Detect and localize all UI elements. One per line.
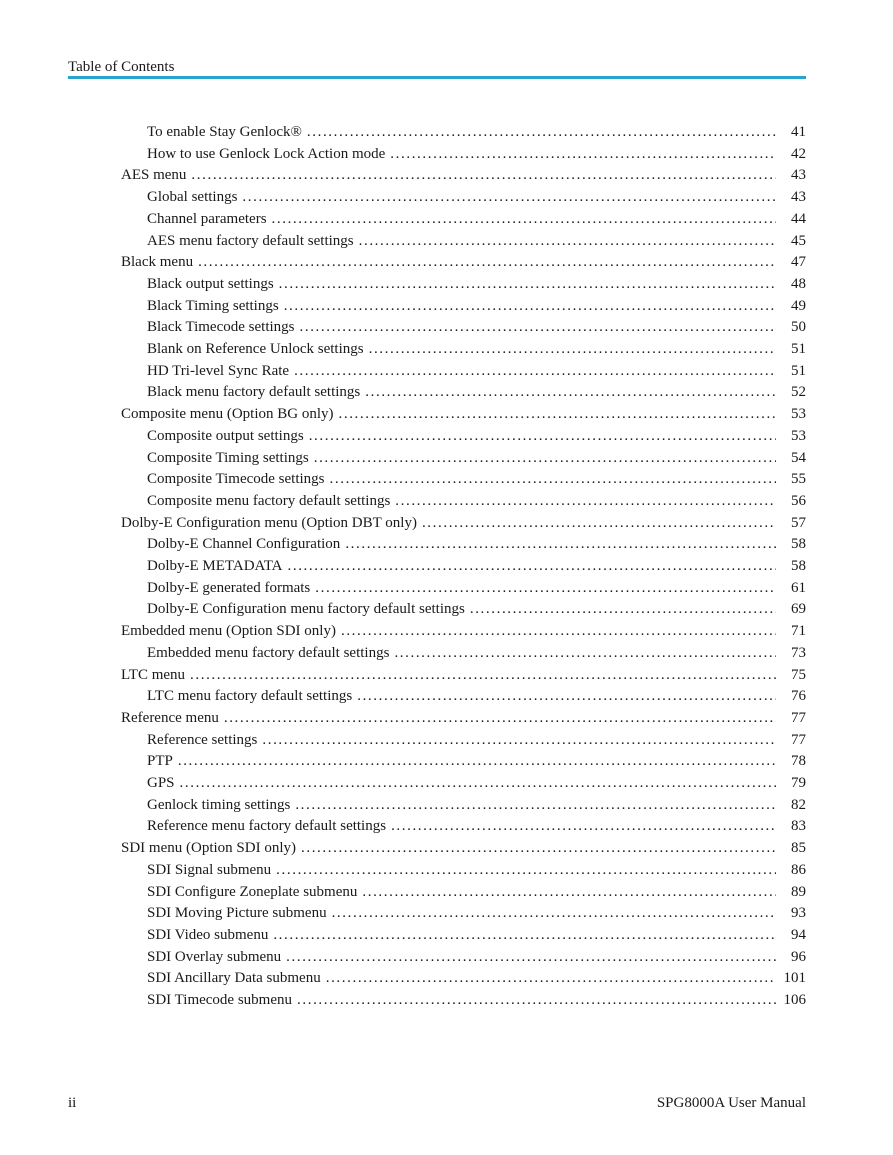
toc-dot-leader <box>365 383 776 401</box>
toc-dot-leader <box>470 600 776 618</box>
toc-dot-leader <box>276 861 776 879</box>
toc-dot-leader <box>357 687 776 705</box>
toc-entry-title: How to use Genlock Lock Action mode <box>147 145 386 162</box>
toc-entry[interactable] <box>147 770 806 792</box>
toc-dot-leader <box>279 275 776 293</box>
toc-entry-title: Composite menu (Option BG only) <box>121 406 334 423</box>
toc-entry-title: Black output settings <box>147 275 274 292</box>
toc-entry-page: 78 <box>791 753 806 770</box>
toc-entry-title: Channel parameters <box>147 210 267 227</box>
toc-entry-title: Reference menu factory default settings <box>147 818 387 835</box>
toc-dot-leader <box>191 166 776 184</box>
toc-entry-page: 56 <box>791 492 806 509</box>
toc-entry-page: 101 <box>783 970 806 987</box>
toc-entry[interactable] <box>147 748 806 770</box>
toc-entry-title: PTP <box>147 753 173 770</box>
toc-entry-title: Embedded menu (Option SDI only) <box>121 623 336 640</box>
toc-dot-leader <box>288 557 777 575</box>
toc-entry-page: 58 <box>791 536 806 553</box>
toc-entry-title: Dolby-E generated formats <box>147 579 311 596</box>
toc-entry-title: AES menu <box>121 167 187 184</box>
toc-entry-page: 53 <box>791 406 806 423</box>
toc-entry-title: Composite Timecode settings <box>147 471 325 488</box>
toc-entry[interactable] <box>121 510 806 532</box>
toc-entry[interactable] <box>147 141 806 163</box>
toc-entry[interactable] <box>147 596 806 618</box>
toc-entry[interactable] <box>147 987 806 1009</box>
toc-entry-title: Blank on Reference Unlock settings <box>147 341 364 357</box>
toc-dot-leader <box>190 666 776 684</box>
toc-dot-leader <box>284 297 776 315</box>
toc-dot-leader <box>295 796 776 814</box>
toc-dot-leader <box>345 535 776 553</box>
toc-entry[interactable] <box>147 879 806 901</box>
toc-entry-page: 47 <box>791 254 806 271</box>
toc-dot-leader <box>330 470 776 488</box>
toc-entry-title: SDI Overlay submenu <box>147 948 282 965</box>
toc-entry-page: 106 <box>783 992 806 1008</box>
toc-entry-page: 55 <box>791 471 806 488</box>
toc-entry[interactable] <box>147 531 806 553</box>
toc-dot-leader <box>309 427 776 445</box>
toc-entry-page: 71 <box>791 623 806 640</box>
toc-entry[interactable] <box>147 575 806 597</box>
toc-dot-leader <box>422 514 776 532</box>
toc-entry-title: HD Tri-level Sync Rate <box>147 362 290 379</box>
toc-dot-leader <box>262 731 776 749</box>
toc-entry[interactable] <box>147 813 806 835</box>
toc-entry-title: Global settings <box>147 189 238 206</box>
toc-entry-title: Dolby-E METADATA <box>147 558 283 574</box>
toc-entry-page: 53 <box>791 427 806 444</box>
toc-dot-leader <box>294 362 776 380</box>
toc-entry[interactable] <box>121 835 806 857</box>
toc-entry[interactable] <box>147 640 806 662</box>
toc-entry-title: Dolby-E Channel Configuration <box>147 536 341 553</box>
toc-entry[interactable] <box>147 466 806 488</box>
toc-entry-page: 48 <box>791 275 806 292</box>
toc-dot-leader <box>286 948 776 966</box>
toc-entry-page: 44 <box>791 210 806 227</box>
toc-entry-page: 57 <box>791 514 806 531</box>
toc-entry-title: AES menu factory default settings <box>147 232 354 249</box>
toc-entry[interactable] <box>147 228 806 250</box>
toc-dot-leader <box>178 752 776 770</box>
toc-entry-page: 77 <box>791 709 806 726</box>
toc-entry-title: Composite Timing settings <box>147 449 309 466</box>
toc-entry-page: 52 <box>791 384 806 401</box>
toc-entry[interactable] <box>147 727 806 749</box>
toc-entry[interactable] <box>147 358 806 380</box>
toc-dot-leader <box>198 253 776 271</box>
toc-entry-title: SDI Moving Picture submenu <box>147 905 327 922</box>
toc-entry[interactable] <box>121 162 806 184</box>
toc-entry-page: 58 <box>791 558 806 574</box>
toc-entry-page: 54 <box>791 449 806 466</box>
toc-entry-page: 43 <box>791 167 806 184</box>
toc-entry[interactable] <box>147 379 806 401</box>
toc-dot-leader <box>180 774 776 792</box>
toc-entry[interactable] <box>147 336 806 358</box>
toc-dot-leader <box>326 969 776 987</box>
toc-entry-title: SDI menu (Option SDI only) <box>121 840 296 857</box>
toc-entry-page: 75 <box>791 666 806 683</box>
toc-dot-leader <box>314 449 776 467</box>
toc-entry-page: 51 <box>791 341 806 357</box>
toc-entry-title: Embedded menu factory default settings <box>147 644 390 661</box>
toc-dot-leader <box>272 210 776 228</box>
toc-entry-page: 76 <box>791 688 806 705</box>
toc-entry[interactable] <box>121 618 806 640</box>
toc-entry-page: 49 <box>791 297 806 314</box>
toc-entry-page: 86 <box>791 861 806 878</box>
toc-entry[interactable] <box>147 206 806 228</box>
toc-entry-title: Composite menu factory default settings <box>147 492 391 509</box>
toc-entry-title: Black menu factory default settings <box>147 384 361 401</box>
toc-dot-leader <box>359 232 776 250</box>
toc-entry-title: Dolby-E Configuration menu (Option DBT only) <box>121 514 417 531</box>
toc-entry-page: 69 <box>791 601 806 618</box>
toc-entry[interactable] <box>147 423 806 445</box>
toc-entry[interactable] <box>147 792 806 814</box>
toc-dot-leader <box>224 709 776 727</box>
toc-entry-title: Reference menu <box>121 709 219 726</box>
toc-entry-page: 89 <box>791 883 806 900</box>
toc-entry-page: 94 <box>791 926 806 943</box>
toc-dot-leader <box>395 492 776 510</box>
toc-entry[interactable] <box>147 119 806 141</box>
toc-entry-title: SDI Configure Zoneplate submenu <box>147 883 358 900</box>
toc-dot-leader <box>341 622 776 640</box>
toc-dot-leader <box>394 644 776 662</box>
toc-entry[interactable] <box>147 922 806 944</box>
toc-entry-title: Dolby-E Configuration menu factory default settings <box>147 601 465 618</box>
toc-entry-title: Composite output settings <box>147 427 304 444</box>
toc-entry-page: 41 <box>791 124 806 140</box>
toc-entry-title: SDI Timecode submenu <box>147 992 293 1008</box>
toc-dot-leader <box>390 145 776 163</box>
footer-manual-title: SPG8000A User Manual <box>656 1095 806 1111</box>
toc-entry-page: 96 <box>791 948 806 965</box>
toc-dot-leader <box>307 123 776 141</box>
toc-entry-page: 79 <box>791 775 806 791</box>
toc-entry[interactable] <box>147 293 806 315</box>
header-rule <box>68 76 806 79</box>
toc-dot-leader <box>369 340 776 358</box>
toc-entry-title: To enable Stay Genlock® <box>147 124 302 140</box>
toc-entry[interactable] <box>147 445 806 467</box>
toc-entry-page: 50 <box>791 319 806 336</box>
toc-entry[interactable] <box>147 965 806 987</box>
toc-entry-title: LTC menu factory default settings <box>147 688 353 705</box>
toc-entry-page: 42 <box>791 145 806 162</box>
toc-entry-title: Reference settings <box>147 731 258 748</box>
toc-dot-leader <box>301 839 776 857</box>
toc-dot-leader <box>339 405 777 423</box>
toc-entry[interactable] <box>147 488 806 510</box>
toc-entry-page: 82 <box>791 796 806 813</box>
toc-entry[interactable] <box>147 683 806 705</box>
toc-entry[interactable] <box>121 662 806 684</box>
toc-entry-title: Genlock timing settings <box>147 796 291 813</box>
toc-dot-leader <box>297 991 776 1009</box>
toc-entry-title: Black Timecode settings <box>147 319 295 336</box>
toc-entry-page: 85 <box>791 840 806 857</box>
toc-entry-page: 45 <box>791 232 806 249</box>
header-title: Table of Contents <box>68 59 175 75</box>
toc-entry[interactable] <box>147 900 806 922</box>
toc-entry[interactable] <box>147 857 806 879</box>
toc-entry[interactable] <box>147 553 806 575</box>
toc-entry[interactable] <box>121 401 806 423</box>
toc-dot-leader <box>391 817 776 835</box>
toc-entry-page: 73 <box>791 644 806 661</box>
toc-dot-leader <box>273 926 776 944</box>
toc-entry[interactable] <box>147 271 806 293</box>
toc-entry-title: Black menu <box>121 254 194 271</box>
toc-entry-page: 83 <box>791 818 806 835</box>
toc-dot-leader <box>332 904 776 922</box>
footer-page-number: ii <box>68 1095 77 1111</box>
toc-dot-leader <box>300 318 777 336</box>
toc-entry-title: SDI Signal submenu <box>147 861 272 878</box>
toc-entry[interactable] <box>121 249 806 271</box>
toc-entry-page: 43 <box>791 189 806 206</box>
toc-entry[interactable] <box>121 705 806 727</box>
toc-entry-title: SDI Ancillary Data submenu <box>147 970 321 987</box>
toc-entry-title: LTC menu <box>121 666 186 683</box>
toc-entry-page: 51 <box>791 362 806 379</box>
toc-entry-title: SDI Video submenu <box>147 926 269 943</box>
toc-entry-title: Black Timing settings <box>147 297 279 314</box>
toc-entry-title: GPS <box>147 775 175 791</box>
toc-dot-leader <box>242 188 776 206</box>
toc-entry[interactable] <box>147 314 806 336</box>
toc-entry-page: 93 <box>791 905 806 922</box>
toc-entry-page: 77 <box>791 731 806 748</box>
toc-dot-leader <box>315 579 776 597</box>
toc-entry[interactable] <box>147 184 806 206</box>
toc-dot-leader <box>362 883 776 901</box>
toc-entry-page: 61 <box>791 579 806 596</box>
toc-entry[interactable] <box>147 944 806 966</box>
